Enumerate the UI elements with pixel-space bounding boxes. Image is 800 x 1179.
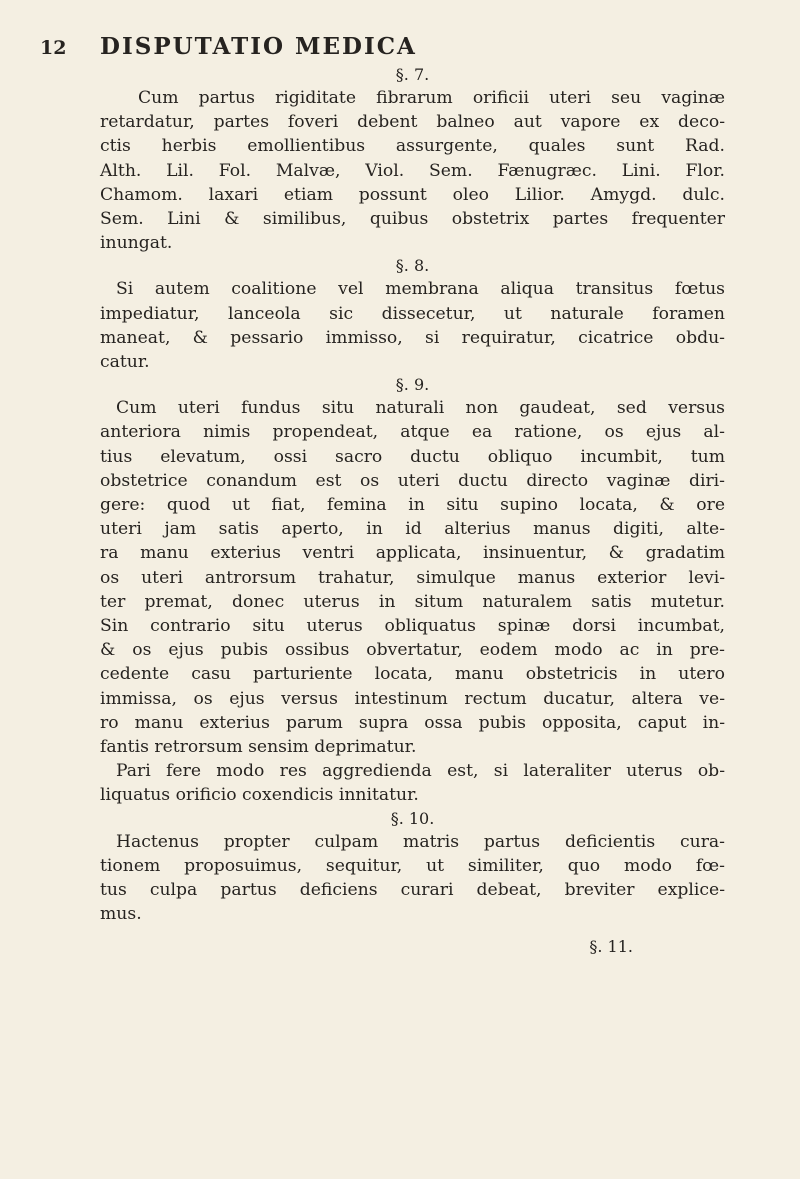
- text-line: & os ejus pubis ossibus obvertatur, eodem modo ac in pre-: [100, 640, 725, 661]
- text-line: maneat, & pessario immisso, si requiratur, cicatrice obdu-: [100, 327, 725, 348]
- text-line: ro manu exterius parum supra ossa pubis opposita, caput in-: [100, 712, 725, 733]
- text-line: ra manu exterius ventri applicata, insinuentur, & gradatim: [100, 543, 725, 564]
- text-line: mus.: [100, 904, 142, 925]
- text-line: tus culpa partus deficiens curari debeat, breviter explice-: [100, 880, 725, 901]
- section-number: §. 8.: [395, 256, 430, 276]
- text-line: Cum uteri fundus situ naturali non gaudeat, sed versus: [116, 398, 725, 419]
- running-head: DISPUTATIO MEDICA: [100, 33, 417, 60]
- text-line: Chamom. laxari etiam possunt oleo Lilior. Amygd. dulc.: [100, 184, 725, 205]
- page-number: 12: [40, 37, 67, 59]
- text-line: fantis retrorsum sensim deprimatur.: [100, 737, 417, 758]
- catchword: §. 11.: [589, 936, 633, 956]
- text-line: Si autem coalitione vel membrana aliqua transitus fœtus: [116, 279, 725, 300]
- text-line: immissa, os ejus versus intestinum rectum ducatur, altera ve-: [100, 688, 725, 709]
- text-line: tionem proposuimus, sequitur, ut similiter, quo modo fœ-: [100, 855, 725, 876]
- text-line: obstetrice conandum est os uteri ductu directo vaginæ diri-: [100, 470, 725, 491]
- text-line: gere: quod ut fiat, femina in situ supino locata, & ore: [100, 495, 725, 516]
- text-line: Hactenus propter culpam matris partus deficientis cura-: [116, 831, 725, 852]
- text-line: ctis herbis emollientibus assurgente, quales sunt Rad.: [100, 136, 725, 157]
- text-line: tius elevatum, ossi sacro ductu obliquo incumbit, tum: [100, 446, 725, 467]
- text-line: impediatur, lanceola sic dissecetur, ut naturale foramen: [100, 303, 725, 324]
- text-line: ter premat, donec uterus in situm naturalem satis mutetur.: [100, 591, 725, 612]
- text-line: catur.: [100, 352, 150, 373]
- text-line: Cum partus rigiditate fibrarum orificii uteri seu vaginæ: [138, 88, 725, 108]
- text-line: retardatur, partes foveri debent balneo aut vapore ex deco-: [100, 112, 725, 133]
- text-line: cedente casu parturiente locata, manu obstetricis in utero: [100, 664, 725, 685]
- text-line: Pari fere modo res aggredienda est, si lateraliter uterus ob-: [116, 761, 725, 782]
- text-line: Sin contrario situ uterus obliquatus spinæ dorsi incumbat,: [100, 616, 725, 637]
- text-line: Alth. Lil. Fol. Malvæ, Viol. Sem. Fænugræc. Lini. Flor.: [100, 160, 725, 181]
- text-line: os uteri antrorsum trahatur, simulque manus exterior levi-: [100, 567, 725, 588]
- text-line: liquatus orificio coxendicis innitatur.: [100, 785, 419, 806]
- text-line: anteriora nimis propendeat, atque ea ratione, os ejus al-: [100, 422, 725, 443]
- section-number: §. 9.: [395, 375, 430, 395]
- text-body: [100, 64, 725, 959]
- section-number: §. 10.: [390, 808, 435, 828]
- section-number: §. 7.: [395, 65, 430, 84]
- text-line: uteri jam satis aperto, in id alterius manus digiti, alte-: [100, 519, 725, 540]
- text-line: inungat.: [100, 233, 173, 254]
- text-line: Sem. Lini & similibus, quibus obstetrix partes frequenter: [100, 209, 725, 230]
